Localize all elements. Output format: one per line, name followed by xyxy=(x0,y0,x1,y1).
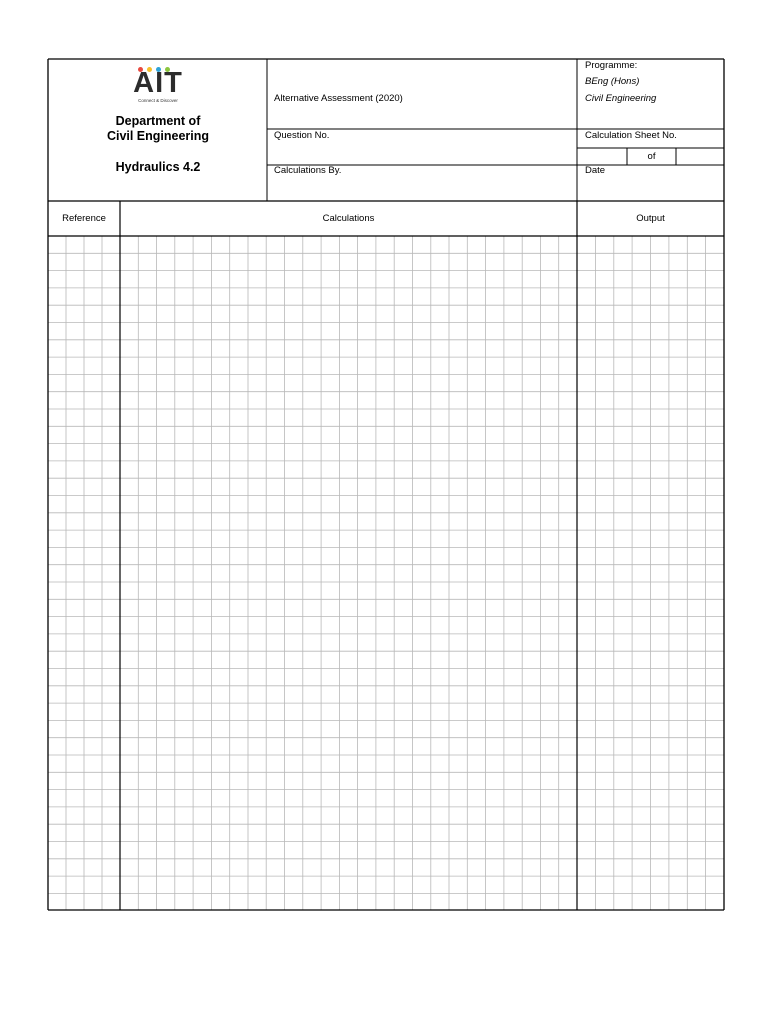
sheet-no-label: Calculation Sheet No. xyxy=(585,130,677,141)
question-no-label: Question No. xyxy=(274,130,330,141)
programme-name: Civil Engineering xyxy=(585,93,657,104)
date-label: Date xyxy=(585,165,606,176)
module-title: Hydraulics 4.2 xyxy=(115,160,201,174)
assessment-title: Alternative Assessment (2020) xyxy=(274,93,403,104)
calculations-by-label: Calculations By. xyxy=(274,165,342,176)
programme-label: Programme: xyxy=(585,60,638,71)
programme-degree: BEng (Hons) xyxy=(585,76,640,87)
output-column-header: Output xyxy=(636,213,665,224)
reference-column-header: Reference xyxy=(62,213,106,224)
department-line1: Department of xyxy=(115,114,201,128)
department-line2: Civil Engineering xyxy=(106,129,210,143)
logo-tagline: Connect & Discover xyxy=(138,98,178,103)
calculations-column-header: Calculations xyxy=(322,213,375,224)
ait-logo xyxy=(128,64,188,104)
of-label: of xyxy=(647,151,656,162)
logo-text: AIT xyxy=(133,67,183,99)
